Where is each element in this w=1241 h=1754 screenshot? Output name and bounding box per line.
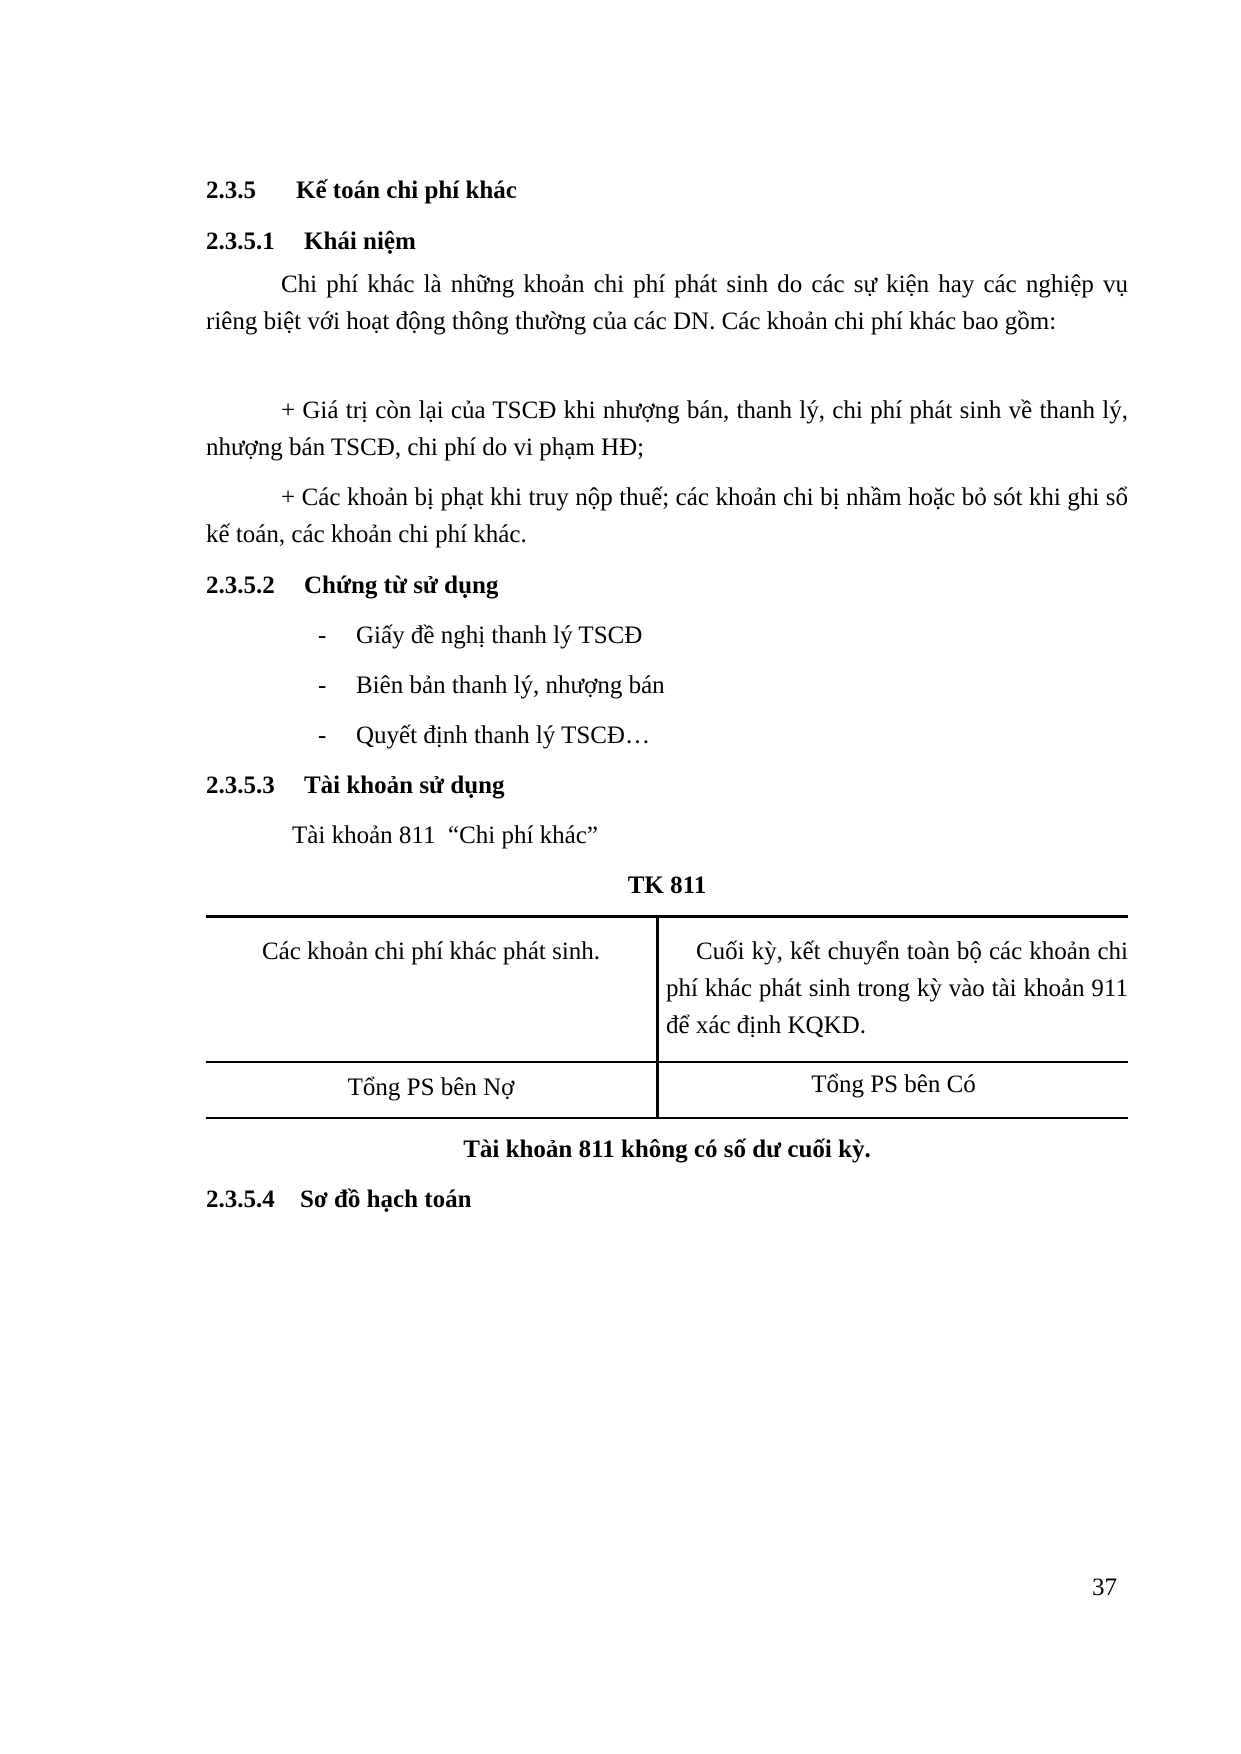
subsection-number-4: 2.3.5.4 bbox=[206, 1186, 275, 1213]
subsection-number-2: 2.3.5.2 bbox=[206, 572, 275, 599]
subsection-heading-3 bbox=[206, 772, 505, 800]
t-account-credit: Cuối kỳ, kết chuyển toàn bộ các khoản chi phí khác phát sinh trong kỳ vào tài khoản 911 để xác định KQKD. bbox=[666, 938, 1128, 1039]
t-account-debit-total: Tổng PS bên Nợ bbox=[347, 1074, 515, 1101]
t-account-bottom-rule bbox=[206, 1117, 1128, 1119]
subsection-number-3: 2.3.5.3 bbox=[206, 772, 275, 799]
t-account-debit: Các khoản chi phí khác phát sinh. bbox=[261, 938, 601, 965]
subsection-title-3: Tài khoản sử dụng bbox=[304, 772, 505, 799]
paragraph-item-1: + Giá trị còn lại của TSCĐ khi nhượng bán, thanh lý, chi phí phát sinh về thanh lý, nhượng bán TSCĐ, chi phí do vi phạm HĐ; bbox=[206, 397, 1128, 461]
document-list-item: - Giấy đề nghị thanh lý TSCĐ bbox=[318, 622, 643, 649]
page-number: 37 bbox=[1092, 1574, 1117, 1601]
subsection-number-1: 2.3.5.1 bbox=[206, 228, 275, 255]
t-account-middle-rule bbox=[206, 1061, 1128, 1063]
bullet-dash: - bbox=[318, 672, 327, 699]
subsection-title-1: Khái niệm bbox=[304, 228, 416, 255]
t-account-title: TK 811 bbox=[627, 872, 707, 899]
paragraph-item-2: + Các khoản bị phạt khi truy nộp thuế; các khoản chi bị nhầm hoặc bỏ sót khi ghi sổ kế toán, các khoản chi phí khác. bbox=[206, 484, 1128, 548]
paragraph-definition: Chi phí khác là những khoản chi phí phát sinh do các sự kiện hay các nghiệp vụ riêng biệt với hoạt động thông thường của các DN. Các khoản chi phí khác bao gồm: bbox=[206, 271, 1128, 335]
document-list-item: - Quyết định thanh lý TSCĐ… bbox=[318, 722, 650, 749]
t-account-top-rule bbox=[206, 915, 1128, 918]
section-title: Kế toán chi phí khác bbox=[296, 177, 517, 204]
subsection-heading-2 bbox=[206, 572, 498, 600]
subsection-title-2: Chứng từ sử dụng bbox=[304, 572, 499, 599]
account-line: Tài khoản 811 “Chi phí khác” bbox=[292, 822, 598, 849]
bullet-dash: - bbox=[318, 722, 327, 749]
subsection-heading-4 bbox=[206, 1186, 472, 1214]
section-heading bbox=[206, 177, 517, 205]
subsection-title-4: Sơ đồ hạch toán bbox=[300, 1186, 472, 1213]
t-account-note: Tài khoản 811 không có số dư cuối kỳ. bbox=[463, 1136, 871, 1163]
document-list-item: - Biên bản thanh lý, nhượng bán bbox=[318, 672, 665, 699]
t-account-credit-total: Tổng PS bên Có bbox=[811, 1071, 976, 1098]
subsection-heading-1 bbox=[206, 228, 416, 256]
section-number: 2.3.5 bbox=[206, 177, 256, 204]
bullet-dash: - bbox=[318, 622, 327, 649]
